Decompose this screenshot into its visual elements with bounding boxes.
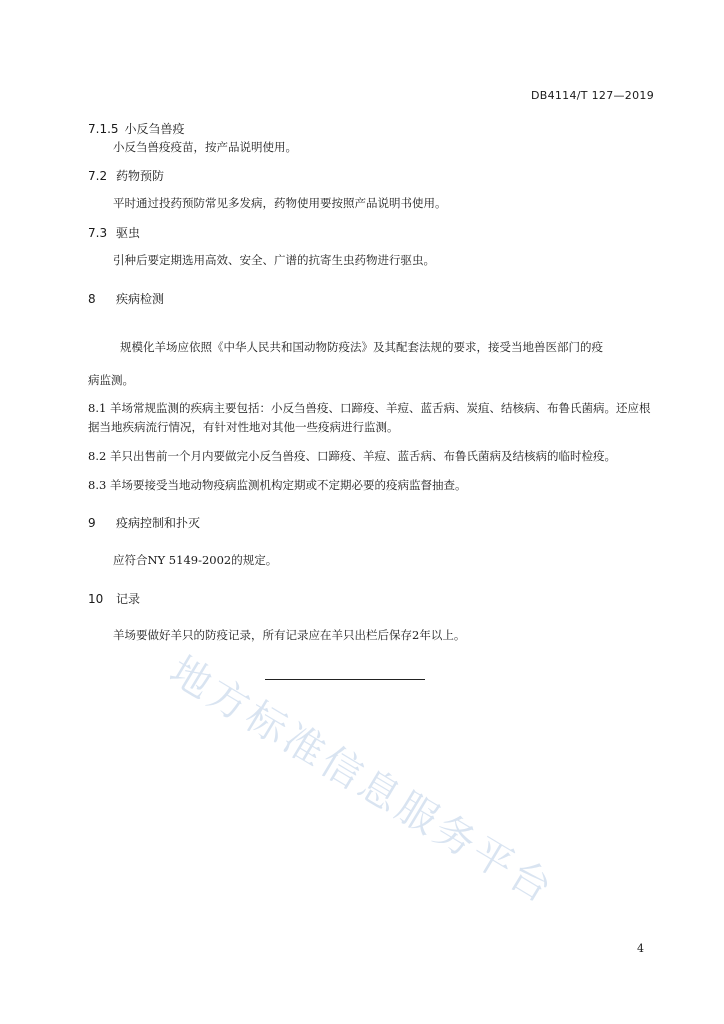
- heading-7-2: [88, 167, 164, 184]
- clause-number: 8.1: [88, 401, 107, 415]
- clause-text: 羊场要接受当地动物疫病监测机构定期或不定期必要的疫病监督抽查。: [109, 478, 467, 492]
- paragraph-8-2: [88, 448, 616, 464]
- paragraph-7-3: 引种后要定期选用高效、安全、广谱的抗寄生虫药物进行驱虫。: [113, 253, 435, 267]
- heading-9: [88, 514, 200, 531]
- clause-text: 羊只出售前一个月内要做完小反刍兽疫、口蹄疫、羊痘、蓝舌病、布鲁氏菌病及结核病的临时检疫。: [109, 449, 616, 463]
- paragraph-9: 应符合NY 5149-2002的规定。: [113, 553, 278, 567]
- end-divider: [265, 679, 425, 680]
- document-code: DB4114/T 127—2019: [530, 89, 654, 102]
- section-title: 记录: [116, 592, 141, 606]
- section-title: 疫病控制和扑灭: [116, 516, 201, 530]
- clause-text: 羊场常规监测的疾病主要包括：小反刍兽疫、口蹄疫、羊痘、蓝舌病、炭疽、结核病、布鲁氏菌病。还应根据当地疾病流行情况，有针对性地对其他一些疫病进行监测。: [88, 401, 651, 434]
- section-number: 7.2: [88, 169, 108, 183]
- heading-7-3: [88, 224, 140, 241]
- paragraph-8-intro-line1: 规模化羊场应依照《中华人民共和国动物防疫法》及其配套法规的要求，接受当地兽医部门的疫: [120, 340, 603, 354]
- section-title: 疾病检测: [116, 292, 165, 306]
- section-number: 10: [88, 592, 104, 606]
- paragraph-7-2: 平时通过投药预防常见多发病，药物使用要按照产品说明书使用。: [113, 196, 447, 210]
- paragraph-8-intro-line2: 病监测。: [88, 373, 134, 387]
- heading-8: [88, 290, 164, 307]
- heading-10: [88, 590, 140, 607]
- watermark: 地方标准信息服务平台: [161, 647, 563, 914]
- clause-number: 8.3: [88, 478, 107, 492]
- section-title: 小反刍兽疫: [124, 122, 185, 136]
- section-number: 7.3: [88, 226, 108, 240]
- heading-7-1-5: [88, 120, 185, 137]
- section-number: 8: [88, 292, 96, 306]
- paragraph-7-1-5: 小反刍兽疫疫苗，按产品说明使用。: [113, 140, 297, 154]
- paragraph-8-3: [88, 477, 466, 493]
- section-title: 药物预防: [116, 169, 165, 183]
- paragraph-10: 羊场要做好羊只的防疫记录，所有记录应在羊只出栏后保存2年以上。: [113, 628, 466, 642]
- clause-number: 8.2: [88, 449, 107, 463]
- paragraph-8-1: [88, 399, 660, 437]
- section-number: 9: [88, 516, 96, 530]
- page-number: 4: [637, 942, 644, 955]
- section-number: 7.1.5: [88, 122, 119, 136]
- section-title: 驱虫: [116, 226, 141, 240]
